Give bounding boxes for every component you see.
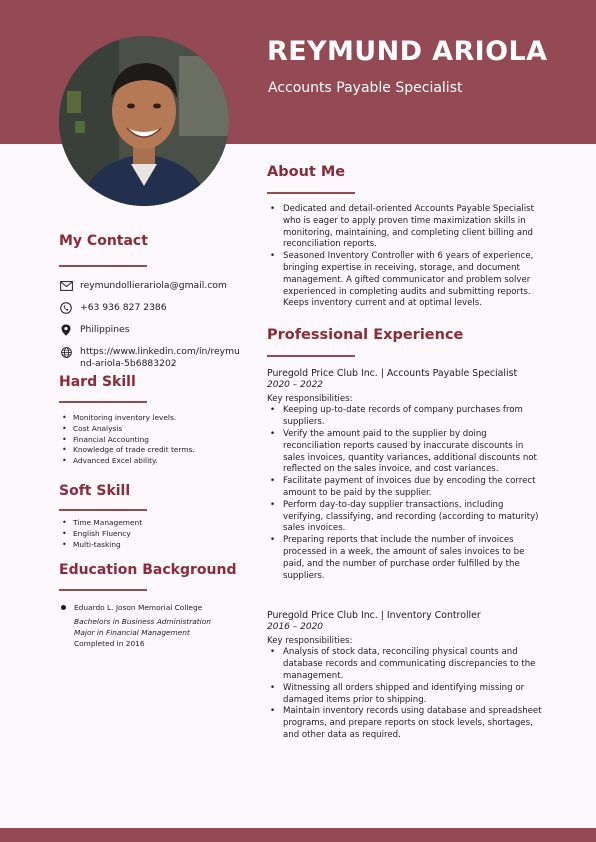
job-title: Puregold Price Club Inc. | Inventory Controller bbox=[267, 610, 481, 621]
contact-phone[interactable] bbox=[59, 302, 240, 314]
contact-rule bbox=[59, 265, 147, 267]
candidate-name: REYMUND ARIOLA bbox=[267, 36, 548, 67]
education-school: Eduardo L. Joson Memorial College bbox=[74, 603, 203, 612]
phone-icon bbox=[59, 302, 73, 314]
job-dates: 2016 – 2020 bbox=[267, 621, 324, 632]
education-title: Education Background bbox=[59, 562, 237, 578]
contact-title: My Contact bbox=[59, 233, 148, 249]
job-key-label: Key responsibilities: bbox=[267, 635, 353, 646]
about-title: About Me bbox=[267, 164, 346, 180]
list-item: • Witnessing all orders shipped and identifying missing or damaged items prior to shipping. bbox=[267, 683, 543, 707]
list-item: • Cost Analysis bbox=[62, 424, 195, 435]
list-item: • English Fluency bbox=[62, 529, 142, 540]
globe-icon bbox=[59, 346, 73, 358]
list-item: • Keeping up-to-date records of company purchases from suppliers. bbox=[267, 405, 543, 429]
about-rule bbox=[267, 192, 355, 194]
soft-skill-title: Soft Skill bbox=[59, 483, 131, 499]
profile-photo bbox=[59, 36, 229, 206]
education-entry bbox=[61, 602, 211, 649]
list-item: • Time Management bbox=[62, 518, 142, 529]
education-completed: Completed in 2016 bbox=[74, 639, 145, 648]
list-item: • Preparing reports that include the number of invoices processed in a week, the amount of sales invoices to be paid, and the number of purchase order fulfilled by the suppliers. bbox=[267, 535, 543, 582]
location-pin-icon bbox=[59, 324, 73, 336]
education-degree: Bachelors in Business Administration bbox=[74, 617, 211, 626]
list-item: • Dedicated and detail-oriented Accounts Payable Specialist who is eager to apply proven time maximization skills in monitoring, maintaining, and completing client billing and reconciliation reports. bbox=[267, 204, 543, 251]
soft-skill-list bbox=[62, 518, 142, 550]
experience-rule bbox=[267, 355, 355, 357]
about-section bbox=[267, 204, 543, 310]
list-item: • Multi-tasking bbox=[62, 540, 142, 551]
footer-band bbox=[0, 828, 596, 842]
contact-email-text: reymundollierariola@gmail.com bbox=[80, 280, 227, 291]
education-major: Major in Financial Management bbox=[74, 628, 190, 637]
hard-skill-rule bbox=[59, 401, 147, 403]
contact-email[interactable] bbox=[59, 280, 240, 292]
contact-linkedin-text: https://www.linkedin.com/in/reymund-ariola-5b6883202 bbox=[80, 346, 240, 369]
list-item: • Perform day-to-day supplier transactions, including verifying, classifying, and recording (according to maturity) sales invoices. bbox=[267, 500, 543, 535]
list-item: • Knowledge of trade credit terms. bbox=[62, 445, 195, 456]
job-title: Puregold Price Club Inc. | Accounts Payable Specialist bbox=[267, 368, 518, 379]
contact-location-text: Philippines bbox=[80, 324, 130, 335]
hard-skill-title: Hard Skill bbox=[59, 374, 136, 390]
contact-location bbox=[59, 324, 240, 336]
job-entry bbox=[267, 610, 543, 742]
education-rule bbox=[59, 589, 147, 591]
bullet-dot bbox=[61, 605, 66, 610]
hard-skill-list bbox=[62, 413, 195, 467]
list-item: • Maintain inventory records using database and spreadsheet programs, and prepare reports on stock levels, shortages, and other data as required. bbox=[267, 706, 543, 741]
contact-phone-text: +63 936 827 2386 bbox=[80, 302, 167, 313]
list-item: • Seasoned Inventory Controller with 6 years of experience, bringing expertise in receiving, storage, and document management. A gifted communicator and problem solver experienced in completing audits and submitting reports. Keeps inventory current and at optimal levels. bbox=[267, 251, 543, 310]
experience-title: Professional Experience bbox=[267, 327, 464, 343]
candidate-role: Accounts Payable Specialist bbox=[268, 80, 463, 96]
mail-icon bbox=[59, 280, 73, 292]
soft-skill-rule bbox=[59, 509, 147, 511]
job-key-label: Key responsibilities: bbox=[267, 393, 353, 404]
list-item: • Financial Accounting bbox=[62, 435, 195, 446]
list-item: • Facilitate payment of invoices due by encoding the correct amount to be paid by the supplier. bbox=[267, 476, 543, 500]
list-item: • Monitoring inventory levels. bbox=[62, 413, 195, 424]
job-entry bbox=[267, 368, 543, 582]
list-item: • Verify the amount paid to the supplier by doing reconciliation reports caused by inaccurate discounts in sales invoices, quantity variances, additional discounts not reflected on the sales invoice, and cost variances. bbox=[267, 429, 543, 476]
list-item: • Analysis of stock data, reconciling physical counts and database records and communicating discrepancies to the management. bbox=[267, 647, 543, 682]
job-dates: 2020 – 2022 bbox=[267, 379, 324, 390]
contact-linkedin[interactable] bbox=[59, 346, 240, 370]
list-item: • Advanced Excel ability. bbox=[62, 456, 195, 467]
